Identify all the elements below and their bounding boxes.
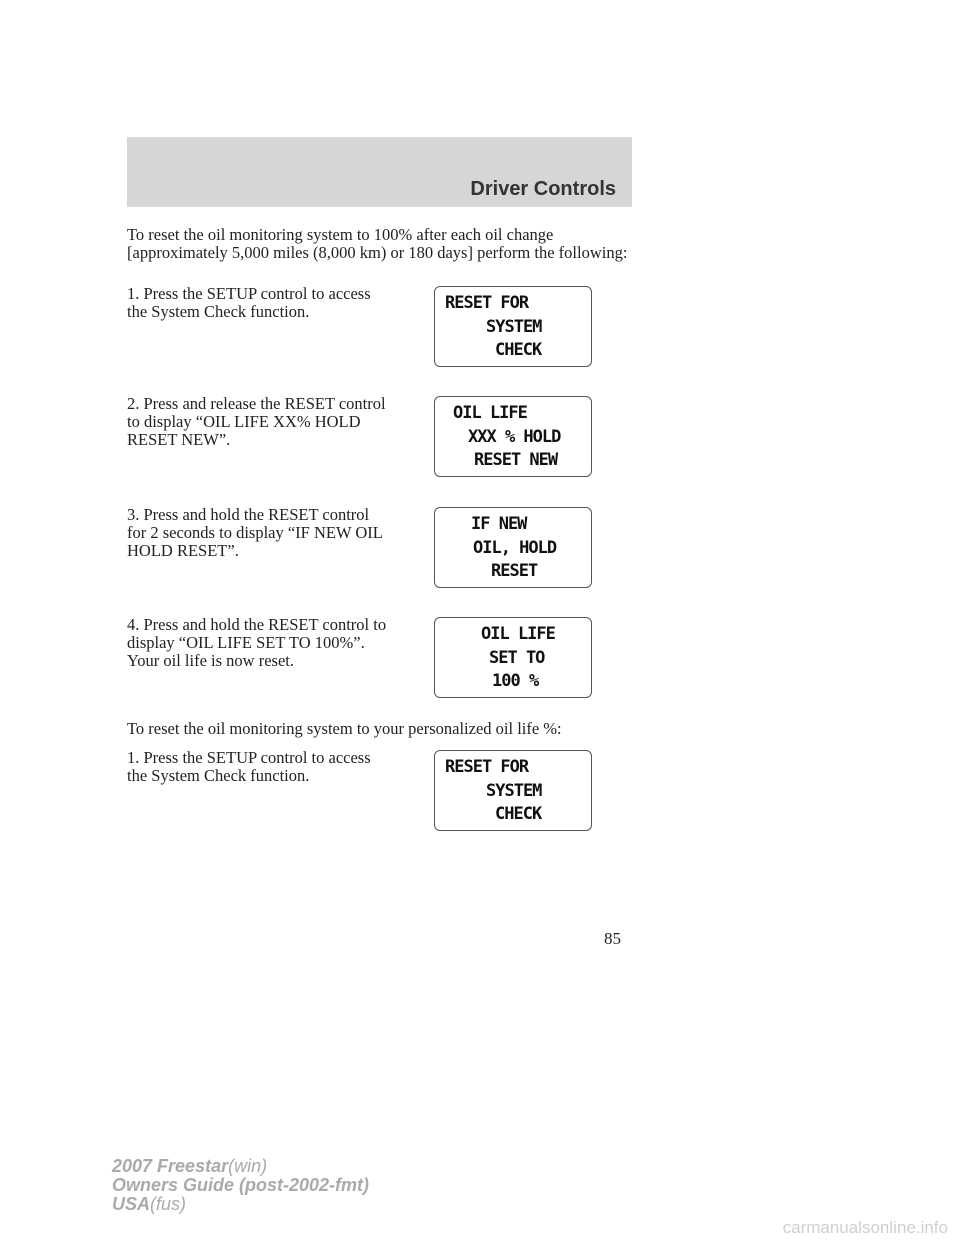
display-line: SYSTEM xyxy=(486,317,542,337)
display-line: CHECK xyxy=(495,804,542,824)
footer-model: 2007 Freestar xyxy=(112,1156,229,1176)
watermark: carmanualsonline.info xyxy=(782,1218,948,1237)
step-text: 1. Press the SETUP control to access the System Check function. xyxy=(127,284,371,321)
display-line: IF NEW xyxy=(471,514,527,534)
footer-line xyxy=(112,1195,369,1214)
display-line: OIL LIFE xyxy=(481,624,555,644)
message-center-display xyxy=(434,286,592,367)
footer-code: (win) xyxy=(228,1156,268,1176)
display-line: SET TO xyxy=(489,648,545,668)
step-text: 4. Press and hold the RESET control to display “OIL LIFE SET TO 100%”. Your oil life is now reset. xyxy=(127,615,387,670)
footer-code: (fus) xyxy=(150,1194,187,1214)
message-center-display xyxy=(434,396,592,477)
footer-line xyxy=(112,1176,369,1195)
display-line: XXX % HOLD xyxy=(468,427,561,447)
step-text: 2. Press and release the RESET control to display “OIL LIFE XX% HOLD RESET NEW”. xyxy=(127,394,386,449)
document-footer xyxy=(112,1157,369,1214)
intro-paragraph-personalized: To reset the oil monitoring system to your personalized oil life %: xyxy=(127,719,562,738)
display-line: OIL LIFE xyxy=(453,403,527,423)
message-center-display xyxy=(434,507,592,588)
display-line: RESET xyxy=(491,561,538,581)
display-line: SYSTEM xyxy=(486,781,542,801)
step-text: 1. Press the SETUP control to access the System Check function. xyxy=(127,748,371,785)
message-center-display xyxy=(434,617,592,698)
footer-line xyxy=(112,1157,369,1176)
step-text: 3. Press and hold the RESET control for 2 seconds to display “IF NEW OIL HOLD RESET”. xyxy=(127,505,383,560)
display-line: OIL, HOLD xyxy=(473,538,557,558)
page-number: 85 xyxy=(604,929,621,948)
intro-paragraph: To reset the oil monitoring system to 100% after each oil change [approximately 5,000 miles (8,000 km) or 180 days] perform the following: xyxy=(127,225,628,262)
display-line: CHECK xyxy=(495,340,542,360)
display-line: RESET FOR xyxy=(445,293,529,313)
display-line: RESET NEW xyxy=(474,450,558,470)
display-line: 100 % xyxy=(492,671,539,691)
footer-guide: Owners Guide (post-2002-fmt) xyxy=(112,1175,370,1195)
message-center-display xyxy=(434,750,592,831)
section-title: Driver Controls xyxy=(470,178,616,200)
section-header xyxy=(127,137,632,207)
display-line: RESET FOR xyxy=(445,757,529,777)
footer-market: USA xyxy=(112,1194,151,1214)
